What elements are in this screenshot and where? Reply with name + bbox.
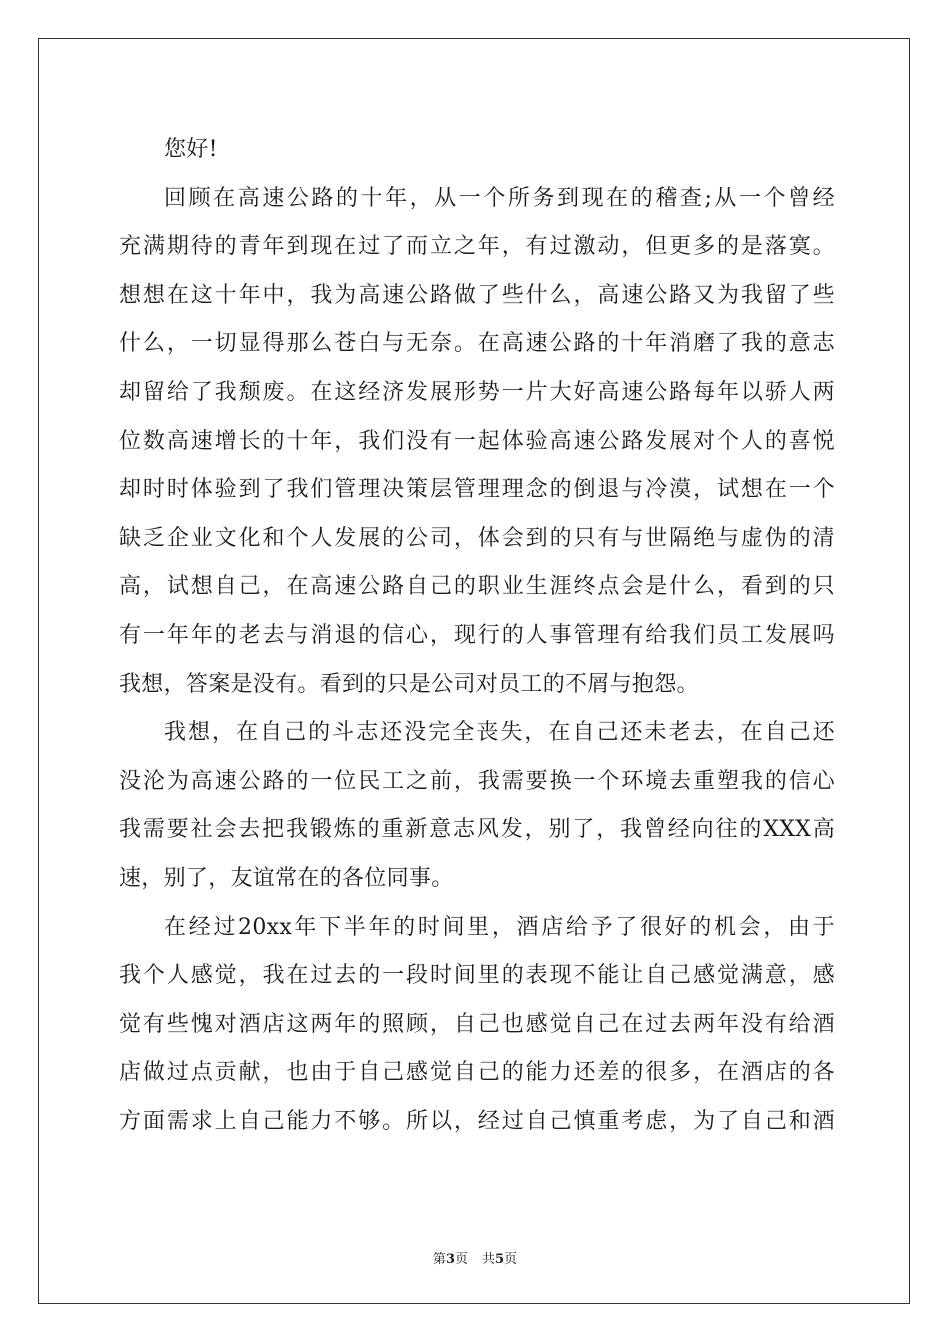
text-line: 速，别了，友谊常在的各位同事。 [119, 865, 454, 891]
page-prefix: 第 [432, 1252, 446, 1267]
text-line: 我想，答案是没有。看到的只是公司对员工的不屑与抱怨。 [119, 671, 699, 697]
text-line: 在经过20xx年下半年的时间里，酒店给予了很好的机会，由于 [164, 914, 835, 940]
text-line: 觉有些愧对酒店这两年的照顾，自己也感觉自己在过去两年没有给酒 [119, 1011, 835, 1037]
text-line: 充满期待的青年到现在过了而立之年，有过激动，但更多的是落寞。 [119, 234, 835, 260]
text-line: 店做过点贡献，也由于自己感觉自己的能力还差的很多，在酒店的各 [119, 1060, 835, 1086]
text-line: 缺乏企业文化和个人发展的公司，体会到的只有与世隔绝与虚伪的清 [119, 525, 835, 551]
text-line: 什么，一切显得那么苍白与无奈。在高速公路的十年消磨了我的意志 [119, 331, 835, 357]
text-line: 我想，在自己的斗志还没完全丧失，在自己还未老去，在自己还 [164, 720, 835, 746]
text-line: 我个人感觉，我在过去的一段时间里的表现不能让自己感觉满意，感 [119, 963, 835, 989]
text-line: 高，试想自己，在高速公路自己的职业生涯终点会是什么，看到的只 [119, 574, 835, 600]
text-line: 却时时体验到了我们管理决策层管理理念的倒退与冷漠，试想在一个 [119, 477, 835, 503]
text-line: 位数高速增长的十年，我们没有一起体验高速公路发展对个人的喜悦 [119, 428, 835, 454]
text-line: 却留给了我颓废。在这经济发展形势一片大好高速公路每年以骄人两 [119, 379, 835, 405]
text-line: 有一年年的老去与消退的信心，现行的人事管理有给我们员工发展吗 [119, 622, 835, 648]
total-suffix: 页 [504, 1252, 518, 1267]
text-line: 没沦为高速公路的一位民工之前，我需要换一个环境去重塑我的信心 [119, 768, 835, 794]
total-prefix: 共 [482, 1252, 496, 1267]
text-line: 方面需求上自己能力不够。所以，经过自己慎重考虑，为了自己和酒 [119, 1108, 835, 1134]
total-page-number: 5 [495, 1252, 505, 1267]
current-page-number: 3 [445, 1252, 455, 1267]
page-footer [0, 1248, 950, 1267]
page-suffix: 页 [454, 1252, 468, 1267]
text-line: 我需要社会去把我锻炼的重新意志风发，别了，我曾经向往的XXX高 [119, 817, 835, 843]
text-line: 回顾在高速公路的十年，从一个所务到现在的稽查;从一个曾经 [164, 185, 835, 211]
text-line: 想想在这十年中，我为高速公路做了些什么，高速公路又为我留了些 [119, 282, 835, 308]
greeting-line: 您好! [164, 137, 218, 162]
document-body [119, 126, 835, 1146]
